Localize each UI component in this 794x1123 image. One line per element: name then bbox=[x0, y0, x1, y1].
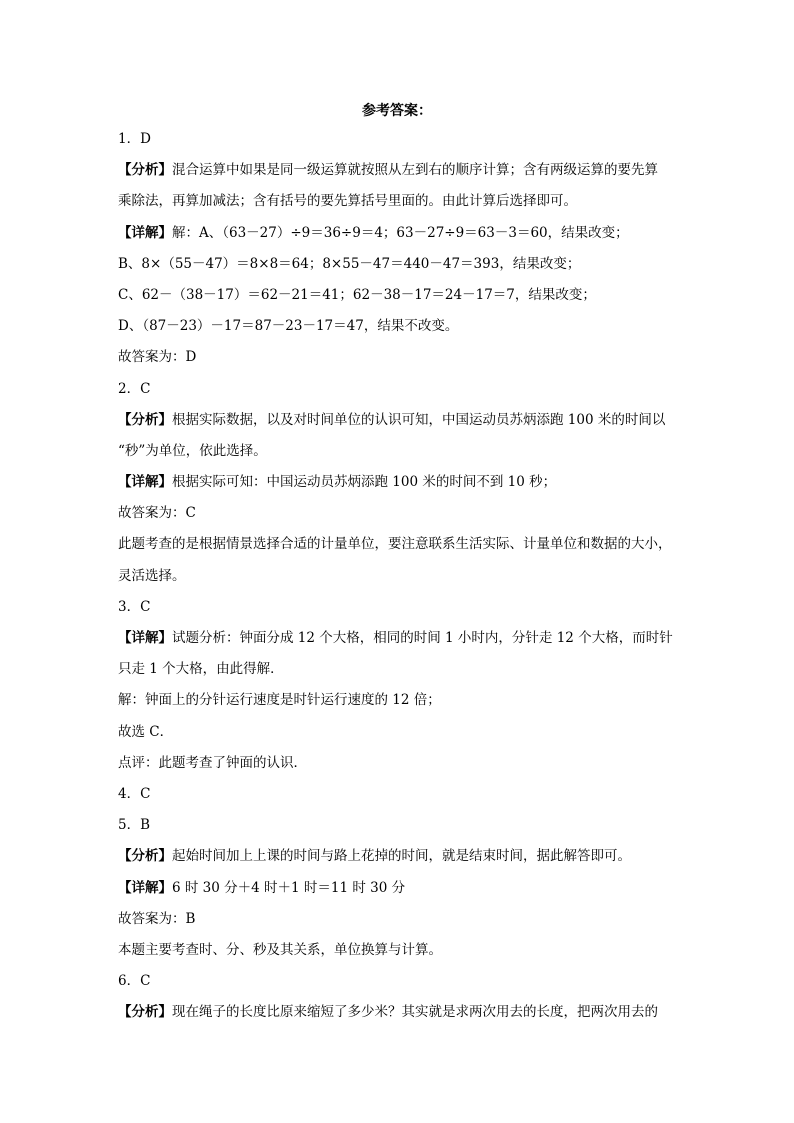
answer-content bbox=[118, 124, 678, 1028]
line-text: 解：A、（63－27）÷9＝36÷9＝4；63－27÷9＝63－3＝60，结果改变； bbox=[172, 224, 629, 241]
line-text: 故答案为：D bbox=[118, 349, 197, 366]
line-text: 混合运算中如果是同一级运算就按照从左到右的顺序计算；含有两级运算的要先算 bbox=[172, 162, 658, 179]
text-line bbox=[118, 997, 678, 1028]
text-line bbox=[118, 561, 678, 592]
section-label: 【分析】 bbox=[118, 411, 172, 428]
line-text: 1．D bbox=[118, 131, 151, 147]
text-line bbox=[118, 529, 678, 560]
text-line bbox=[118, 155, 678, 186]
line-text: 点评：此题考查了钟面的认识． bbox=[118, 754, 307, 771]
section-label: 【详解】 bbox=[118, 879, 172, 896]
line-text: 根据实际可知：中国运动员苏炳添跑 100 米的时间不到 10 秒； bbox=[172, 474, 557, 491]
text-line bbox=[118, 841, 678, 872]
text-line bbox=[118, 779, 678, 810]
line-text: 本题主要考查时、分、秒及其关系，单位换算与计算。 bbox=[118, 941, 442, 958]
line-text: 故答案为：C bbox=[118, 505, 196, 522]
line-text: 此题考查的是根据情景选择合适的计量单位，要注意联系生活实际、计量单位和数据的大小， bbox=[118, 536, 672, 553]
section-label: 【分析】 bbox=[118, 848, 172, 865]
line-text: 灵活选择。 bbox=[118, 567, 186, 584]
text-line bbox=[118, 436, 678, 467]
line-text: 5．B bbox=[118, 817, 151, 834]
line-text: 6．C bbox=[118, 973, 151, 990]
text-line bbox=[118, 249, 678, 280]
text-line bbox=[118, 467, 678, 498]
text-line bbox=[118, 935, 678, 966]
text-line bbox=[118, 717, 678, 748]
line-text: 解：钟面上的分针运行速度是时针运行速度的 12 倍； bbox=[118, 692, 441, 709]
text-line bbox=[118, 810, 678, 841]
line-text: 试题分析：钟面分成 12 个大格，相同的时间 1 小时内，分针走 12 个大格，而时针 bbox=[172, 630, 673, 646]
line-text: 故答案为：B bbox=[118, 910, 196, 927]
line-text: 乘除法，再算加减法；含有括号的要先算括号里面的。由此计算后选择即可。 bbox=[118, 193, 577, 210]
section-label: 【分析】 bbox=[118, 162, 172, 179]
text-line bbox=[118, 311, 678, 342]
text-line bbox=[118, 374, 678, 405]
line-text: 4．C bbox=[118, 785, 151, 802]
section-label: 【详解】 bbox=[118, 630, 172, 646]
line-text: 只走 1 个大格，由此得解． bbox=[118, 661, 284, 678]
text-line bbox=[118, 342, 678, 373]
text-line bbox=[118, 873, 678, 904]
text-line bbox=[118, 498, 678, 529]
text-line bbox=[118, 186, 678, 217]
line-text: C、62－（38－17）＝62－21＝41；62－38－17＝24－17＝7，结果改变； bbox=[118, 286, 596, 303]
text-line bbox=[118, 218, 678, 249]
text-line bbox=[118, 685, 678, 716]
text-line bbox=[118, 654, 678, 685]
text-line bbox=[118, 904, 678, 935]
line-text: 2．C bbox=[118, 380, 151, 397]
text-line bbox=[118, 748, 678, 779]
text-line bbox=[118, 592, 678, 623]
text-line bbox=[118, 280, 678, 311]
section-label: 【详解】 bbox=[118, 224, 172, 241]
text-line bbox=[118, 405, 678, 436]
line-text: 根据实际数据，以及对时间单位的认识可知，中国运动员苏炳添跑 100 米的时间以 bbox=[172, 411, 666, 428]
section-label: 【分析】 bbox=[118, 1004, 172, 1021]
line-text: B、8×（55－47）＝8×8＝64；8×55－47＝440－47＝393，结果改变； bbox=[118, 255, 581, 272]
line-text: “秒”为单位，依此选择。 bbox=[118, 442, 267, 459]
line-text: 现在绳子的长度比原来缩短了多少米？其实就是求两次用去的长度，把两次用去的 bbox=[172, 1004, 658, 1021]
section-label: 【详解】 bbox=[118, 474, 172, 491]
text-line bbox=[118, 124, 678, 155]
text-line bbox=[118, 623, 678, 654]
line-text: 故选 C． bbox=[118, 723, 174, 740]
line-text: 起始时间加上上课的时间与路上花掉的时间，就是结束时间，据此解答即可。 bbox=[172, 848, 631, 865]
line-text: 3．C bbox=[118, 598, 151, 615]
line-text: D、（87－23）－17＝87－23－17＝47，结果不改变。 bbox=[118, 318, 459, 335]
text-line bbox=[118, 966, 678, 997]
page-title: 参考答案： bbox=[362, 103, 432, 119]
line-text: 6 时 30 分＋4 时＋1 时＝11 时 30 分 bbox=[172, 879, 406, 896]
